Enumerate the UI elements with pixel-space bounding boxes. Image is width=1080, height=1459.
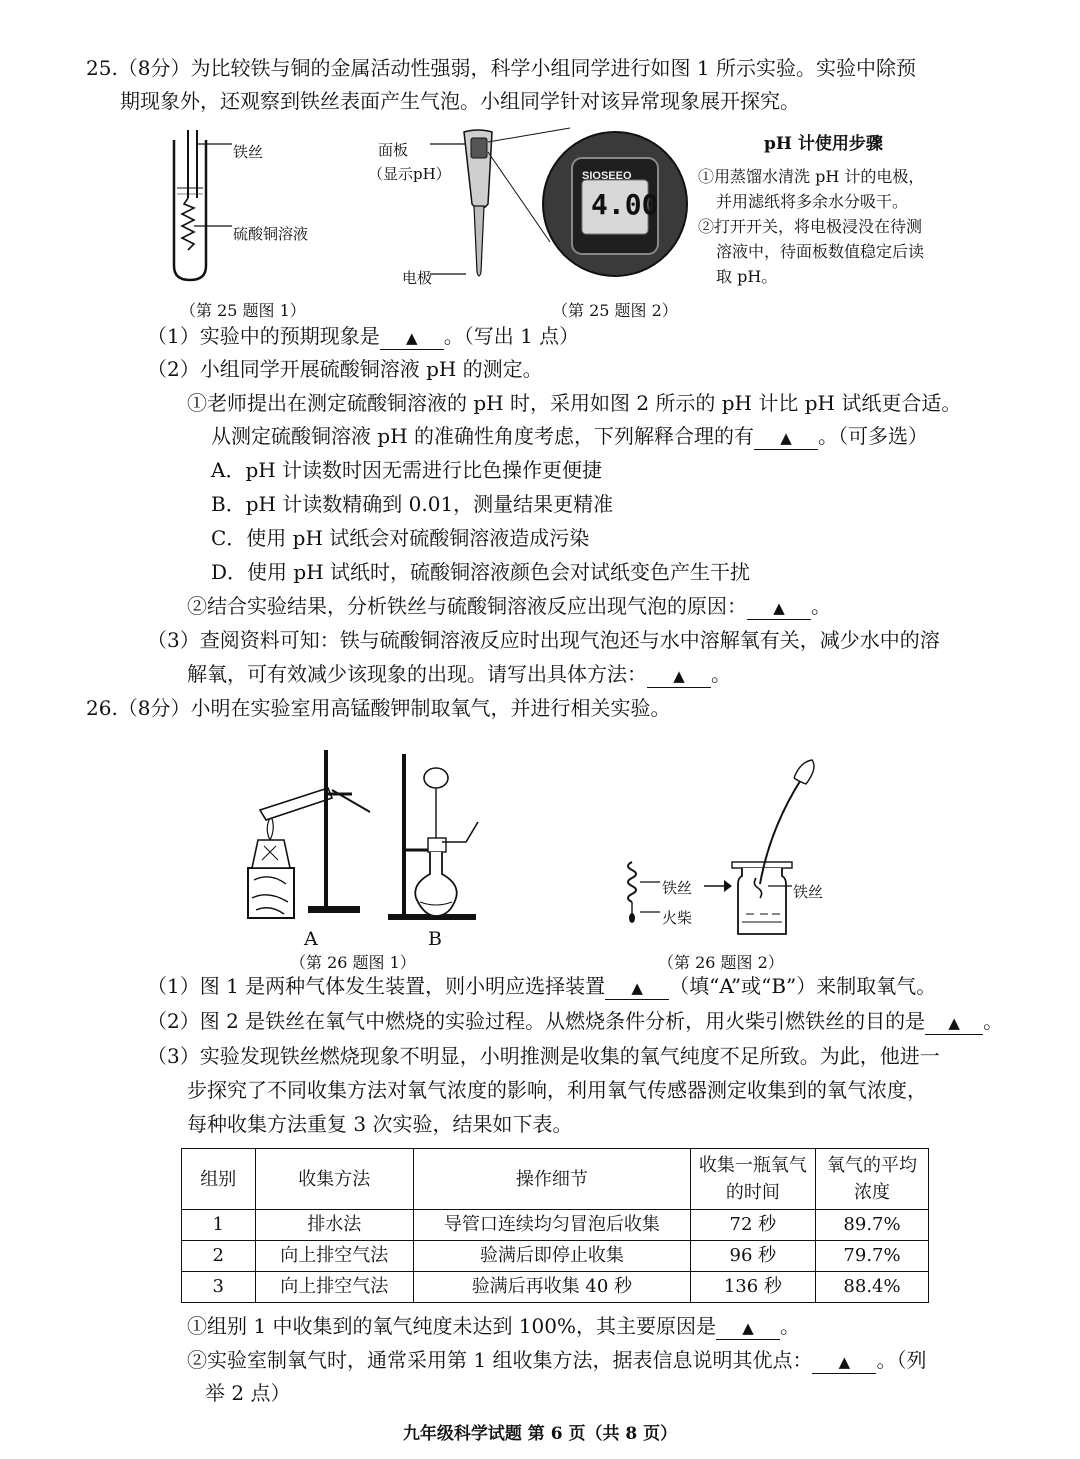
table-cell: 79.7% — [816, 1241, 929, 1272]
gas-apparatus-figure — [240, 750, 500, 925]
ph-step-line: 取 pH。 — [716, 267, 778, 286]
table-cell: 89.7% — [816, 1210, 929, 1241]
q26-sub3-1 — [187, 1310, 800, 1343]
q25-sub1-prefix: （1）实验中的预期现象是 — [147, 324, 380, 348]
fig26-1-label-a: A — [304, 928, 318, 950]
answer-blank[interactable]: ▲ — [380, 327, 444, 350]
table-cell: 排水法 — [255, 1210, 414, 1241]
table-header-cell: 氧气的平均浓度 — [816, 1149, 929, 1210]
table-cell: 向上排空气法 — [255, 1241, 414, 1272]
q25-sub3-line2 — [187, 658, 731, 691]
table-row — [182, 1272, 929, 1303]
q26-stem: 26.（8分）小明在实验室用高锰酸钾制取氧气，并进行相关实验。 — [86, 696, 671, 720]
table-cell: 1 — [182, 1210, 256, 1241]
table-cell: 验满后再收集 40 秒 — [414, 1272, 691, 1303]
table-row — [182, 1241, 929, 1272]
q26-sub2-prefix: （2）图 2 是铁丝在氧气中燃烧的实验过程。从燃烧条件分析，用火柴引燃铁丝的目的是 — [147, 1009, 926, 1033]
q26-sub3-2-suffix: 。（列 — [876, 1348, 927, 1372]
q25-option-d: D．使用 pH 试纸时，硫酸铜溶液颜色会对试纸变色产生干扰 — [211, 560, 750, 584]
iron-wire-combustion-figure — [620, 758, 830, 940]
q25-sub2: （2）小组同学开展硫酸铜溶液 pH 的测定。 — [147, 357, 543, 381]
table-cell: 96 秒 — [690, 1241, 815, 1272]
q25-sub3-line1: （3）查阅资料可知：铁与硫酸铜溶液反应时出现气泡还与水中溶解氧有关，减少水中的溶 — [147, 628, 940, 652]
ph-meter-figure — [430, 122, 720, 292]
q26-sub3-1-prefix: ①组别 1 中收集到的氧气纯度未达到 100%，其主要原因是 — [187, 1314, 716, 1338]
table-cell: 72 秒 — [690, 1210, 815, 1241]
answer-blank[interactable]: ▲ — [716, 1317, 780, 1340]
page-footer: 九年级科学试题 第 6 页（共 8 页） — [402, 1424, 678, 1444]
table-cell: 验满后即停止收集 — [414, 1241, 691, 1272]
q26-sub1 — [147, 970, 936, 1003]
q26-sub3-line1: （3）实验发现铁丝燃烧现象不明显，小明推测是收集的氧气纯度不足所致。为此，他进一 — [147, 1044, 940, 1068]
fig26-2-caption: （第 26 题图 2） — [658, 953, 784, 972]
q26-sub3-2 — [187, 1344, 926, 1377]
table-cell: 3 — [182, 1272, 256, 1303]
answer-blank[interactable]: ▲ — [605, 977, 669, 1000]
table-header-cell: 操作细节 — [414, 1149, 691, 1210]
q26-sub3-1-suffix: 。 — [779, 1314, 800, 1338]
q26-sub3-2-line2: 举 2 点） — [205, 1381, 291, 1405]
table-header-cell: 组别 — [182, 1149, 256, 1210]
q25-sub1 — [147, 320, 579, 353]
q26-sub1-suffix: （填“A”或“B”）来制取氧气。 — [669, 974, 937, 998]
fig26-2-label-wire2: 铁丝 — [793, 883, 824, 901]
q26-sub3-2-prefix: ②实验室制氧气时，通常采用第 1 组收集方法，据表信息说明其优点： — [187, 1348, 813, 1372]
ph-meter-brand: SIOSEEO — [582, 170, 632, 182]
q25-stem-line2: 期现象外，还观察到铁丝表面产生气泡。小组同学针对该异常现象展开探究。 — [120, 89, 800, 113]
fig25-2-label-panel-sub: （显示pH） — [368, 165, 451, 183]
fig25-2-label-panel: 面板 — [378, 141, 409, 159]
answer-blank[interactable]: ▲ — [812, 1351, 876, 1374]
q25-option-b: B．pH 计读数精确到 0.01，测量结果更精准 — [211, 492, 614, 516]
q25-sub3-prefix: 解氧，可有效减少该现象的出现。请写出具体方法： — [187, 662, 647, 686]
test-tube-figure — [160, 128, 240, 288]
q26-sub3-line2: 步探究了不同收集方法对氧气浓度的影响，利用氧气传感器测定收集到的氧气浓度， — [187, 1078, 927, 1102]
fig25-2-label-electrode: 电极 — [402, 269, 433, 287]
fig26-1-label-b: B — [428, 928, 442, 950]
q25-sub2-1-line2 — [211, 420, 928, 453]
q25-sub2-2-prefix: ②结合实验结果，分析铁丝与硫酸铜溶液反应出现气泡的原因： — [187, 594, 747, 618]
answer-blank[interactable]: ▲ — [925, 1012, 983, 1035]
table-cell: 136 秒 — [690, 1272, 815, 1303]
q25-sub2-1-suffix: 。（可多选） — [817, 424, 928, 448]
q25-option-a: A．pH 计读数时因无需进行比色操作更便捷 — [211, 458, 603, 482]
oxygen-collection-table — [181, 1148, 929, 1303]
table-cell: 88.4% — [816, 1272, 929, 1303]
ph-step-line: 并用滤纸将多余水分吸干。 — [716, 192, 909, 211]
fig26-2-label-wire: 铁丝 — [662, 879, 693, 897]
table-header-cell: 收集方法 — [255, 1149, 414, 1210]
fig25-1-caption: （第 25 题图 1） — [180, 301, 306, 320]
fig25-2-caption: （第 25 题图 2） — [552, 301, 678, 320]
ph-step-line: 溶液中，待面板数值稳定后读 — [716, 242, 925, 261]
table-cell: 向上排空气法 — [255, 1272, 414, 1303]
q26-sub3-line3: 每种收集方法重复 3 次实验，结果如下表。 — [187, 1112, 573, 1136]
q25-stem-line1: 25.（8分）为比较铁与铜的金属活动性强弱，科学小组同学进行如图 1 所示实验。实验中除预 — [86, 56, 916, 80]
ph-meter-reading: 4.00 — [591, 188, 659, 221]
table-header-cell: 收集一瓶氧气的时间 — [690, 1149, 815, 1210]
q26-sub2-suffix: 。 — [983, 1009, 1004, 1033]
table-cell: 2 — [182, 1241, 256, 1272]
q26-sub2 — [147, 1005, 1003, 1038]
q25-option-c: C．使用 pH 试纸会对硫酸铜溶液造成污染 — [211, 526, 590, 550]
q25-sub2-1-line1: ①老师提出在测定硫酸铜溶液的 pH 时，采用如图 2 所示的 pH 计比 pH 试纸更合适。 — [187, 391, 962, 415]
answer-blank[interactable]: ▲ — [647, 665, 711, 688]
table-header-row — [182, 1149, 929, 1210]
q25-sub2-2-suffix: 。 — [811, 594, 831, 618]
q26-sub1-prefix: （1）图 1 是两种气体发生装置，则小明应选择装置 — [147, 974, 606, 998]
answer-blank[interactable]: ▲ — [747, 597, 811, 620]
fig26-1-caption: （第 26 题图 1） — [290, 953, 416, 972]
ph-steps-title: pH 计使用步骤 — [764, 134, 883, 154]
q25-sub3-suffix: 。 — [711, 662, 731, 686]
q25-sub2-1-prefix: 从测定硫酸铜溶液 pH 的准确性角度考虑，下列解释合理的有 — [211, 424, 754, 448]
fig26-2-label-match: 火柴 — [662, 909, 693, 927]
answer-blank[interactable]: ▲ — [754, 427, 818, 450]
table-cell: 导管口连续均匀冒泡后收集 — [414, 1210, 691, 1241]
fig25-1-label-wire: 铁丝 — [233, 143, 264, 161]
q25-sub1-suffix: 。（写出 1 点） — [443, 324, 580, 348]
table-row — [182, 1210, 929, 1241]
q25-sub2-2 — [187, 590, 831, 623]
fig25-1-label-solution: 硫酸铜溶液 — [233, 225, 309, 243]
ph-step-line: ①用蒸馏水清洗 pH 计的电极， — [698, 167, 925, 186]
ph-step-line: ②打开开关，将电极浸没在待测 — [698, 217, 923, 236]
